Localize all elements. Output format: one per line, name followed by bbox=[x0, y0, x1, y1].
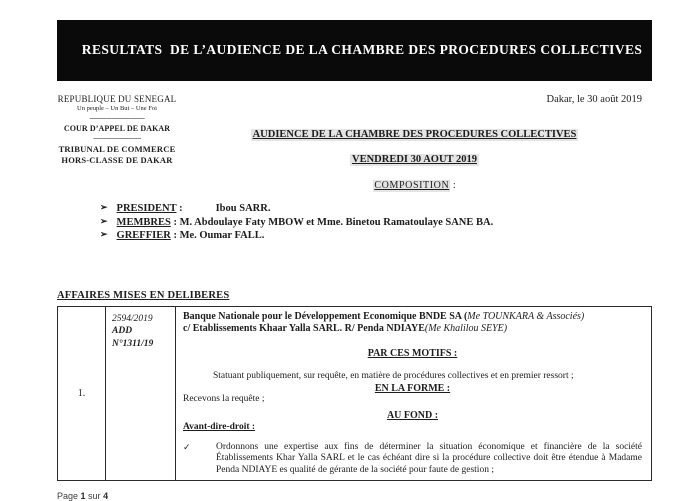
page-footer-prefix: Page bbox=[57, 491, 81, 501]
tribunal-name-line1: TRIBUNAL DE COMMERCE bbox=[58, 144, 176, 154]
avant-dire-droit-heading: Avant-dire-droit : bbox=[183, 422, 256, 432]
court-of-appeal: COUR D’APPEL DE DAKAR bbox=[63, 123, 171, 133]
separator-dashes-2: -------------------------- bbox=[93, 134, 141, 142]
national-motto: Un peuple – Un But – Une Foi bbox=[77, 105, 157, 113]
composition-list bbox=[57, 202, 652, 243]
fond-heading: AU FOND : bbox=[386, 409, 439, 421]
arrow-bullet-icon: ➢ bbox=[100, 202, 108, 212]
page-total: 4 bbox=[103, 491, 109, 501]
case-number-cell bbox=[58, 306, 106, 481]
composition-value: Ibou SARR. bbox=[215, 203, 271, 214]
composition-value: Me. Oumar FALL. bbox=[179, 230, 265, 241]
forme-heading: EN LA FORME : bbox=[374, 382, 451, 394]
page-footer bbox=[57, 491, 652, 501]
composition-label: MEMBRES bbox=[116, 216, 171, 228]
case-party-defendant: c/ Etablissements Khaar Yalla SARL. R/ Penda NDIAYE(Me Khalilou SEYE) bbox=[183, 322, 508, 334]
composition-item-membres bbox=[100, 216, 652, 230]
composition-separator: : bbox=[176, 203, 183, 214]
audience-heading: AUDIENCE DE LA CHAMBRE DES PROCEDURES COLLECTIVES bbox=[252, 129, 577, 140]
recevons-paragraph: Recevons la requête ; bbox=[183, 394, 265, 404]
composition-value: M. Abdoulaye Faty MBOW et Mme. Binetou Ramatoulaye SANE BA. bbox=[179, 216, 494, 228]
case-ref-cell bbox=[106, 306, 176, 481]
ordonnance-text: Ordonnons une expertise aux fins de déterminer la situation économique et financière de la société Établissements Khar Yalla SARL et le cas échéant dire si la procédure collective doit être étendue à Madame Penda NDIAYE es qualité de gérante de la société pour faute de gestion ; bbox=[216, 441, 642, 475]
session-date-heading: VENDREDI 30 AOUT 2019 bbox=[352, 154, 477, 165]
table-row bbox=[58, 306, 652, 481]
letterhead bbox=[57, 94, 177, 193]
arrow-bullet-icon: ➢ bbox=[100, 215, 108, 226]
document-header bbox=[57, 94, 652, 193]
case-ref-decision: N°1311/19 bbox=[112, 338, 154, 349]
header-right bbox=[177, 94, 652, 193]
check-icon: ✓ bbox=[183, 441, 191, 452]
dateline: Dakar, le 30 août 2019 bbox=[546, 94, 642, 105]
composition-item-greffier bbox=[100, 229, 652, 243]
tribunal-name-line2: HORS-CLASSE DE DAKAR bbox=[61, 154, 173, 165]
composition-label: GREFFIER bbox=[116, 230, 171, 241]
case-number: 1. bbox=[77, 387, 86, 399]
arrow-bullet-icon: ➢ bbox=[100, 229, 108, 239]
results-banner bbox=[57, 20, 652, 81]
page-footer-sep: sur bbox=[85, 491, 104, 501]
statuant-paragraph: Statuant publiquement, sur requête, en matière de procédures collectives et en premier ressort ; bbox=[213, 371, 574, 381]
composition-label: PRESIDENT bbox=[116, 203, 177, 214]
case-body-cell bbox=[176, 306, 652, 481]
separator-dashes: ------------------------------ bbox=[89, 113, 145, 122]
case-party-plaintiff: Banque Nationale pour le Développement Economique BNDE SA (Me TOUNKARA & Associés) bbox=[183, 310, 585, 322]
composition-item-president bbox=[100, 202, 652, 216]
case-ref-number: 2594/2019 bbox=[112, 313, 153, 324]
case-parties bbox=[183, 311, 642, 335]
composition-heading: COMPOSITION : bbox=[374, 180, 456, 191]
republic-name: REPUBLIQUE DU SENEGAL bbox=[57, 94, 177, 104]
ordonnance-item bbox=[183, 442, 642, 477]
banner-title: RESULTATS DE L’AUDIENCE DE LA CHAMBRE DES PROCEDURES COLLECTIVES bbox=[81, 42, 643, 57]
composition-separator: : bbox=[170, 230, 180, 241]
section-title-affaires: AFFAIRES MISES EN DELIBERES bbox=[57, 289, 230, 301]
case-ref-type: ADD bbox=[112, 326, 133, 336]
motifs-heading: PAR CES MOTIFS : bbox=[367, 347, 458, 359]
cases-table bbox=[57, 306, 652, 482]
composition-separator: : bbox=[170, 216, 180, 228]
page-number: 1 bbox=[80, 491, 86, 501]
